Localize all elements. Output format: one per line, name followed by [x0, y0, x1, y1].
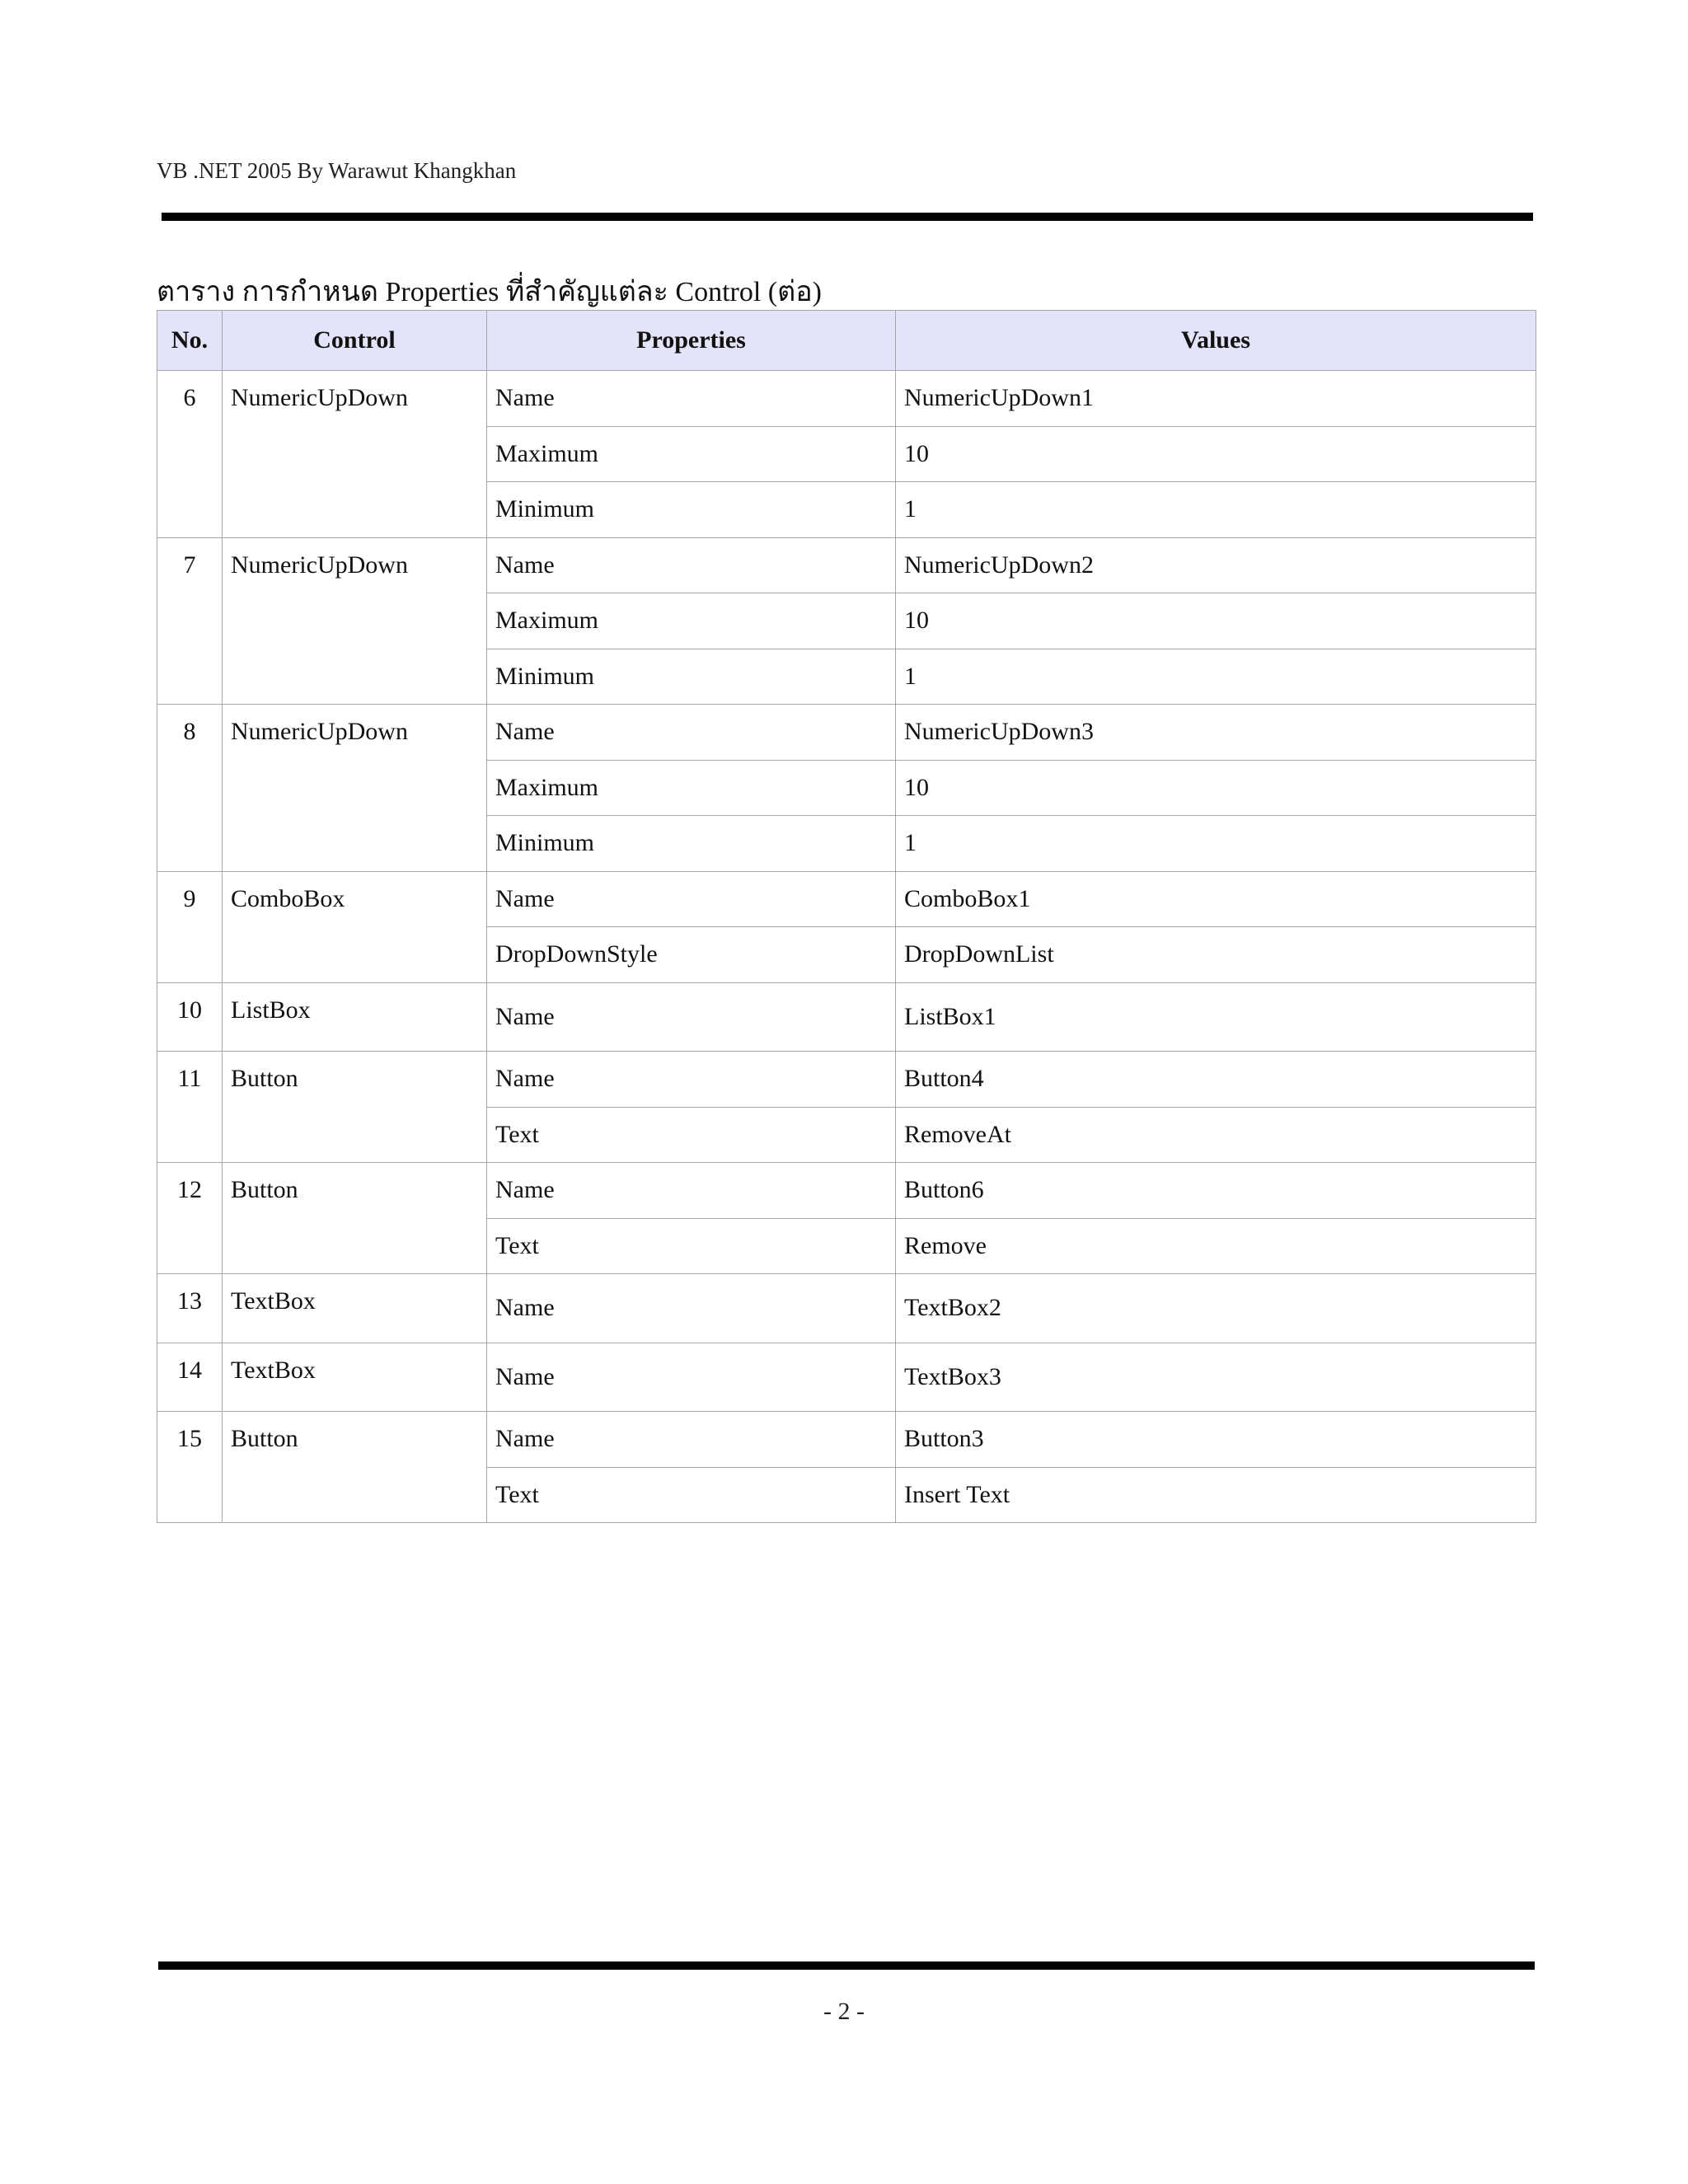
table-row: [157, 871, 1536, 927]
cell-property: Name: [487, 982, 896, 1052]
cell-value: 10: [896, 426, 1536, 482]
cell-property: Maximum: [487, 593, 896, 649]
cell-property: Name: [487, 705, 896, 761]
header-properties: Properties: [487, 311, 896, 371]
cell-value: ListBox1: [896, 982, 1536, 1052]
cell-property: Minimum: [487, 482, 896, 538]
cell-property: Maximum: [487, 426, 896, 482]
cell-property: Name: [487, 1412, 896, 1468]
cell-control: NumericUpDown: [223, 705, 487, 872]
cell-no: 9: [157, 871, 223, 982]
cell-no: 6: [157, 371, 223, 538]
cell-no: 7: [157, 537, 223, 705]
cell-value: Insert Text: [896, 1467, 1536, 1523]
table-row: [157, 1274, 1536, 1343]
cell-property: Name: [487, 1274, 896, 1343]
cell-control: Button: [223, 1163, 487, 1274]
cell-no: 11: [157, 1052, 223, 1163]
cell-no: 12: [157, 1163, 223, 1274]
page-number: - 2 -: [823, 1998, 865, 2025]
cell-control: ComboBox: [223, 871, 487, 982]
table-row: [157, 371, 1536, 427]
table-caption: ตาราง การกำหนด Properties ที่สำคัญแต่ละ Control (ต่อ): [157, 277, 822, 307]
cell-control: ListBox: [223, 982, 487, 1052]
cell-property: Text: [487, 1218, 896, 1274]
cell-value: Button3: [896, 1412, 1536, 1468]
header-rule: [162, 213, 1533, 221]
cell-property: Name: [487, 371, 896, 427]
cell-value: ComboBox1: [896, 871, 1536, 927]
table-row: [157, 537, 1536, 593]
cell-property: Minimum: [487, 649, 896, 705]
cell-value: Button4: [896, 1052, 1536, 1108]
cell-value: NumericUpDown3: [896, 705, 1536, 761]
cell-control: TextBox: [223, 1274, 487, 1343]
header-control: Control: [223, 311, 487, 371]
cell-no: 15: [157, 1412, 223, 1523]
cell-value: Button6: [896, 1163, 1536, 1219]
cell-control: Button: [223, 1412, 487, 1523]
cell-value: NumericUpDown1: [896, 371, 1536, 427]
properties-table: [157, 310, 1536, 1523]
footer-rule: [158, 1961, 1535, 1970]
cell-value: Remove: [896, 1218, 1536, 1274]
header-no: No.: [157, 311, 223, 371]
running-header: VB .NET 2005 By Warawut Khangkhan: [157, 158, 517, 183]
table-row: [157, 1052, 1536, 1108]
cell-control: TextBox: [223, 1343, 487, 1412]
cell-value: TextBox2: [896, 1274, 1536, 1343]
cell-no: 13: [157, 1274, 223, 1343]
cell-value: 10: [896, 760, 1536, 816]
table-row: [157, 1343, 1536, 1412]
cell-value: RemoveAt: [896, 1107, 1536, 1163]
table-row: [157, 1163, 1536, 1219]
cell-value: 1: [896, 649, 1536, 705]
table-body: [157, 371, 1536, 1523]
cell-value: 1: [896, 482, 1536, 538]
cell-property: Name: [487, 1163, 896, 1219]
cell-property: DropDownStyle: [487, 927, 896, 983]
cell-property: Name: [487, 537, 896, 593]
cell-property: Name: [487, 871, 896, 927]
cell-property: Minimum: [487, 816, 896, 872]
cell-no: 8: [157, 705, 223, 872]
cell-value: DropDownList: [896, 927, 1536, 983]
cell-property: Maximum: [487, 760, 896, 816]
header-values: Values: [896, 311, 1536, 371]
cell-property: Name: [487, 1343, 896, 1412]
cell-value: 10: [896, 593, 1536, 649]
cell-no: 14: [157, 1343, 223, 1412]
cell-property: Text: [487, 1107, 896, 1163]
cell-control: NumericUpDown: [223, 537, 487, 705]
cell-value: 1: [896, 816, 1536, 872]
cell-control: NumericUpDown: [223, 371, 487, 538]
cell-value: TextBox3: [896, 1343, 1536, 1412]
table-row: [157, 982, 1536, 1052]
cell-value: NumericUpDown2: [896, 537, 1536, 593]
cell-control: Button: [223, 1052, 487, 1163]
table-header-row: [157, 311, 1536, 371]
table-row: [157, 1412, 1536, 1468]
table-row: [157, 705, 1536, 761]
cell-property: Name: [487, 1052, 896, 1108]
cell-no: 10: [157, 982, 223, 1052]
cell-property: Text: [487, 1467, 896, 1523]
